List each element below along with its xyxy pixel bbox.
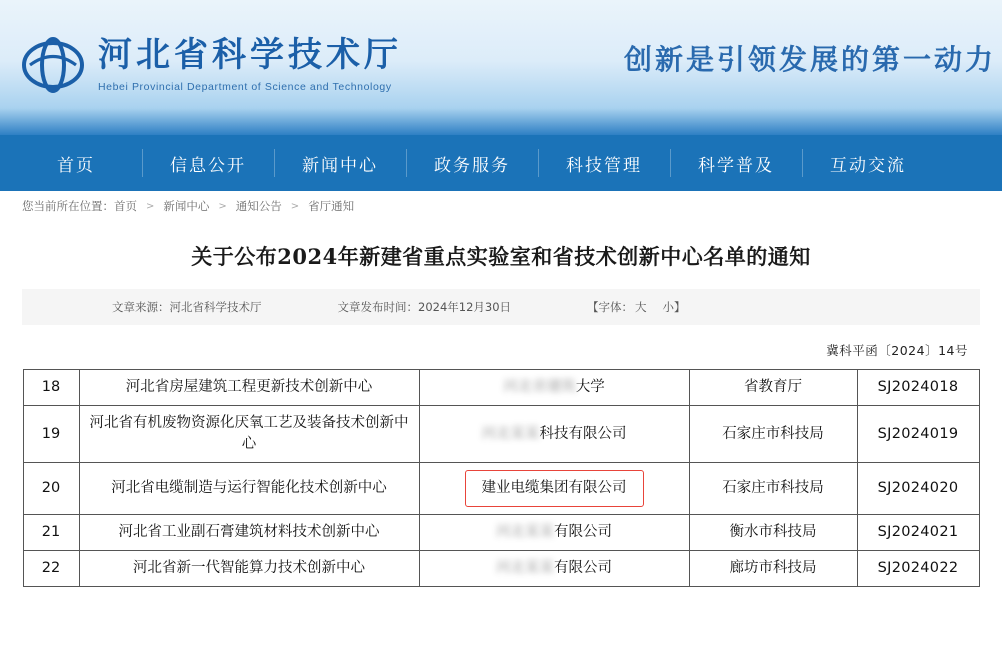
breadcrumb	[0, 191, 1002, 221]
row-index: 20	[23, 463, 79, 515]
nav-item-news-center[interactable]: 新闻中心	[274, 135, 406, 191]
article-publish-value: 2024年12月30日	[418, 300, 512, 314]
table-row	[23, 515, 979, 551]
logo-text-cn: 河北省科学技术厅	[98, 35, 402, 76]
page-title: 关于公布2024年新建省重点实验室和省技术创新中心名单的通知	[191, 244, 811, 269]
article-publish-time	[338, 299, 512, 315]
highlighted-company-name: 建业电缆集团有限公司	[465, 470, 644, 507]
row-organization-highlighted	[419, 463, 689, 515]
font-size-large-button[interactable]: 大	[635, 300, 647, 314]
row-organization-visible: 有限公司	[554, 524, 612, 541]
row-code: SJ2024021	[857, 515, 979, 551]
breadcrumb-separator-icon: >	[146, 200, 155, 212]
row-organization	[419, 406, 689, 463]
row-center-name: 河北省新一代智能算力技术创新中心	[79, 551, 419, 587]
breadcrumb-separator-icon: >	[290, 200, 300, 212]
row-code: SJ2024018	[857, 370, 979, 406]
hebei-kjt-logo-icon	[22, 34, 84, 96]
font-size-label-end: 】	[674, 300, 686, 314]
row-center-name: 河北省工业副石膏建筑材料技术创新中心	[79, 515, 419, 551]
article-source	[112, 299, 262, 315]
row-index: 19	[23, 406, 79, 463]
table-row	[23, 551, 979, 587]
breadcrumb-item-home[interactable]: 首页	[114, 199, 137, 213]
row-organization	[419, 370, 689, 406]
breadcrumb-item-provincial-notice[interactable]: 省厅通知	[308, 199, 355, 213]
nav-item-home[interactable]: 首页	[57, 155, 95, 176]
nav-item-gov-services[interactable]: 政务服务	[406, 135, 538, 191]
font-size-label: 【字体：	[587, 300, 634, 314]
site-header	[0, 0, 1002, 135]
row-department: 廊坊市科技局	[689, 551, 857, 587]
article-source-value: 河北省科学技术厅	[169, 300, 262, 314]
font-size-control[interactable]	[587, 299, 686, 315]
row-center-name: 河北省有机废物资源化厌氧工艺及装备技术创新中心	[79, 406, 419, 463]
row-organization-visible: 大学	[575, 379, 605, 395]
row-organization	[419, 551, 689, 587]
row-organization-visible: 有限公司	[554, 560, 612, 577]
row-department: 衡水市科技局	[689, 515, 857, 551]
article-body	[0, 241, 1002, 359]
article-meta-bar	[22, 289, 980, 325]
row-index: 18	[23, 370, 79, 406]
row-department: 石家庄市科技局	[689, 406, 857, 463]
breadcrumb-item-announcements[interactable]: 通知公告	[235, 199, 282, 213]
nav-item-tech-management[interactable]: 科技管理	[538, 135, 670, 191]
row-index: 22	[23, 551, 79, 587]
table-row	[23, 406, 979, 463]
row-department: 石家庄市科技局	[689, 463, 857, 515]
row-center-name: 河北省房屋建筑工程更新技术创新中心	[79, 370, 419, 406]
breadcrumb-item-news-center[interactable]: 新闻中心	[163, 199, 210, 213]
article-source-label: 文章来源：	[112, 300, 170, 314]
site-logo[interactable]	[22, 34, 402, 96]
nav-item-science-popularization[interactable]: 科学普及	[670, 135, 802, 191]
site-slogan: 创新是引领发展的第一动力	[623, 43, 996, 76]
table-row	[23, 370, 979, 406]
article-publish-label: 文章发布时间：	[337, 300, 418, 314]
row-department: 省教育厅	[689, 370, 857, 406]
row-center-name: 河北省电缆制造与运行智能化技术创新中心	[79, 463, 419, 515]
row-organization-blurred: 河北某某	[496, 524, 554, 541]
main-navigation[interactable]	[0, 135, 1002, 191]
row-code: SJ2024022	[857, 551, 979, 587]
document-number: 冀科平函〔2024〕14号	[826, 343, 968, 358]
nav-item-info-disclosure[interactable]: 信息公开	[142, 135, 274, 191]
row-index: 21	[23, 515, 79, 551]
breadcrumb-separator-icon: >	[218, 200, 227, 212]
row-code: SJ2024019	[857, 406, 979, 463]
row-organization-blurred: 河北省建筑	[503, 379, 576, 395]
center-list-table	[23, 369, 980, 587]
row-organization-blurred: 河北某某	[496, 560, 554, 577]
row-code: SJ2024020	[857, 463, 979, 515]
nav-item-interaction[interactable]: 互动交流	[802, 135, 934, 191]
font-size-small-button[interactable]: 小	[662, 300, 675, 314]
logo-text-en: Hebei Provincial Department of Science and Technology	[98, 80, 392, 93]
row-organization-blurred: 河北某某	[481, 425, 540, 442]
row-organization	[419, 515, 689, 551]
row-organization-visible: 科技有限公司	[539, 425, 627, 442]
breadcrumb-prefix: 您当前所在位置：	[22, 199, 114, 213]
table-row	[23, 463, 979, 515]
